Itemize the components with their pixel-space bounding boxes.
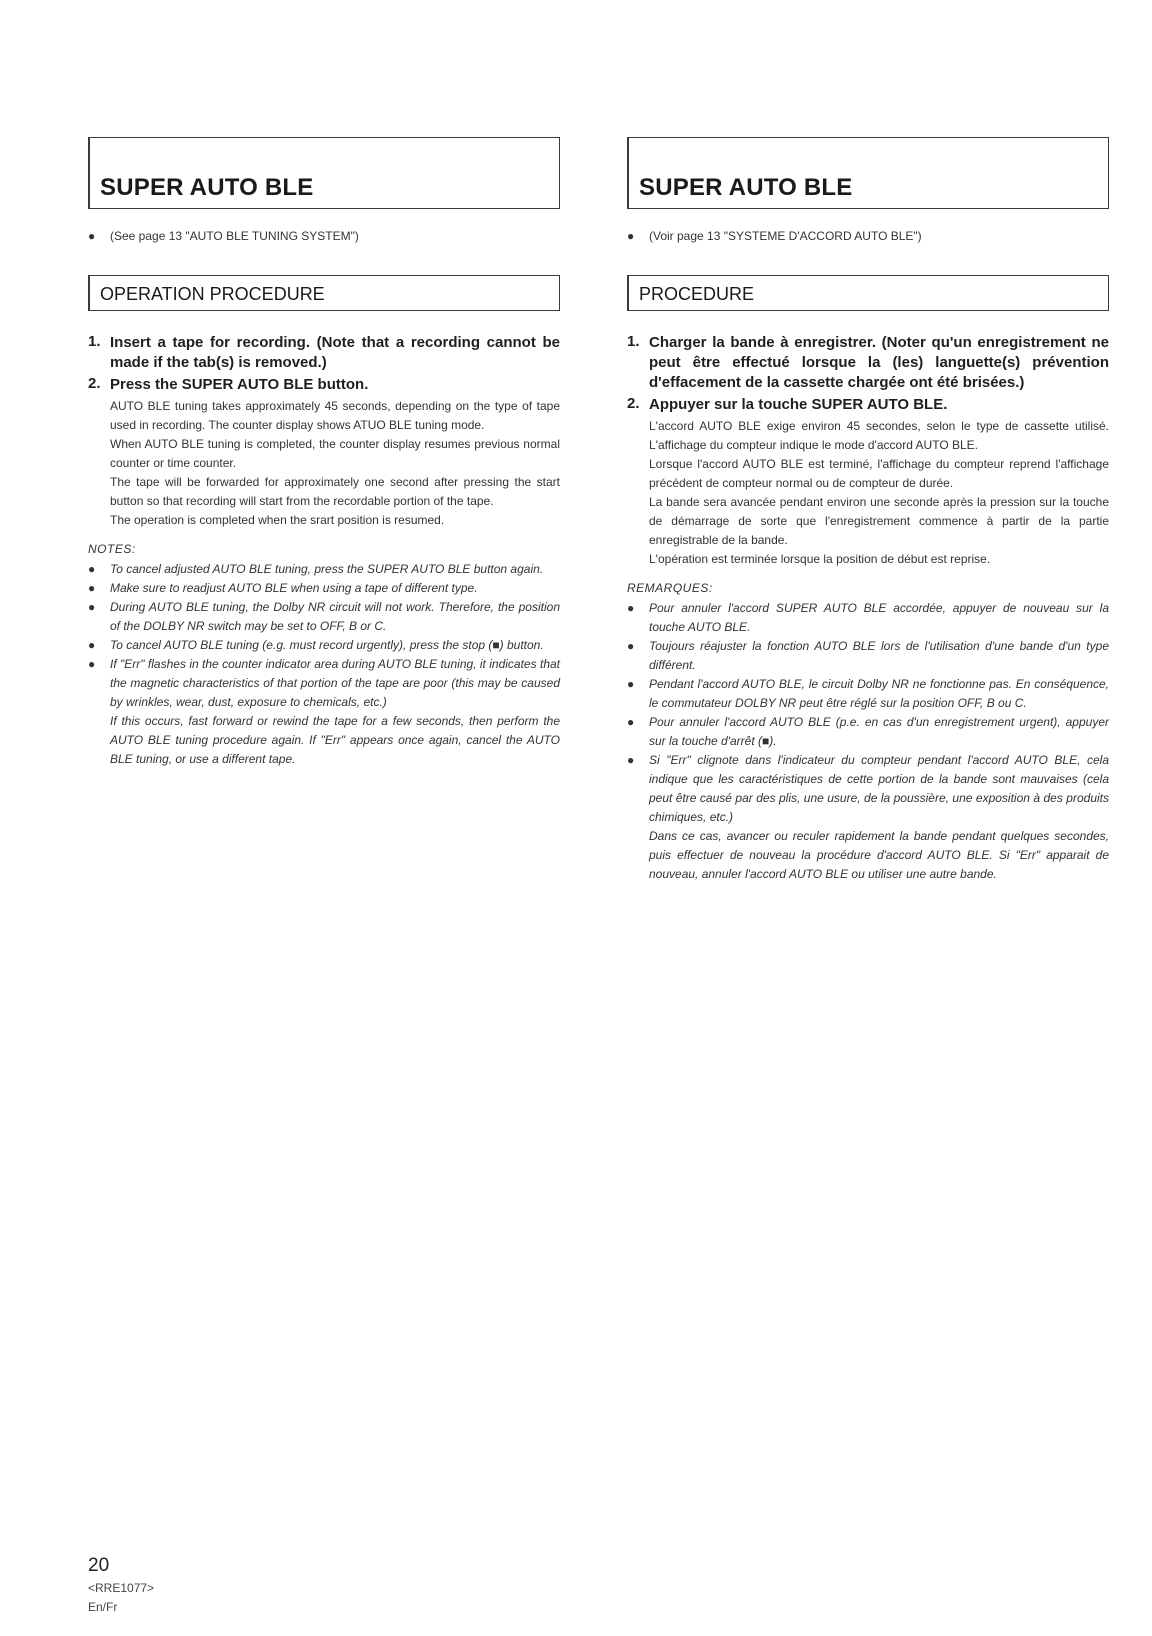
note-item	[627, 637, 1109, 675]
note-item	[88, 636, 560, 655]
english-column	[88, 137, 560, 769]
note-text: Toujours réajuster la fonction AUTO BLE lors de l'utilisation d'une bande d'un type différent.	[649, 639, 1109, 672]
step-paragraph: La bande sera avancée pendant environ une seconde après la pression sur la touche de démarrage de sorte que l'enregistrement commence à partir de la partie enregistrable de la bande.	[649, 495, 1109, 547]
bullet-icon: ●	[627, 601, 635, 615]
french-column	[627, 137, 1109, 884]
note-text: If this occurs, fast forward or rewind the tape for a few seconds, then perform the AUTO BLE tuning procedure again. If "Err" appears once again, cancel the AUTO BLE tuning, or use a different tape.	[110, 714, 560, 766]
see-reference-text: (Voir page 13 "SYSTEME D'ACCORD AUTO BLE")	[649, 229, 922, 243]
step-heading: Press the SUPER AUTO BLE button.	[110, 376, 369, 393]
step-paragraph: L'opération est terminée lorsque la position de début est reprise.	[649, 552, 991, 566]
notes-list	[88, 560, 560, 769]
step-heading: Appuyer sur la touche SUPER AUTO BLE.	[649, 396, 948, 413]
bullet-icon: ●	[627, 229, 635, 243]
step-number: 2.	[627, 395, 640, 412]
notes-title: REMARQUES:	[627, 581, 713, 595]
bullet-icon: ●	[627, 677, 635, 691]
notes-list	[627, 599, 1109, 884]
note-text: If "Err" flashes in the counter indicator area during AUTO BLE tuning, it indicates that the magnetic characteristics of that portion of the tape are poor (this may be caused by wrinkles, wear, dust, exposure to chemicals, etc.)	[110, 657, 560, 709]
step-heading: Insert a tape for recording. (Note that a recording cannot be made if the tab(s) is removed.)	[110, 334, 560, 371]
note-text: Pendant l'accord AUTO BLE, le circuit Dolby NR ne fonctionne pas. En conséquence, le commutateur DOLBY NR peut être réglé sur la position OFF, B ou C.	[649, 677, 1109, 710]
note-item	[627, 599, 1109, 637]
bullet-icon: ●	[88, 600, 96, 614]
step-number: 1.	[627, 333, 640, 350]
step-1	[627, 333, 1109, 393]
step-2	[88, 375, 560, 395]
step-paragraph: When AUTO BLE tuning is completed, the counter display resumes previous normal counter or time counter.	[110, 437, 560, 470]
bullet-icon: ●	[88, 657, 96, 671]
document-code: <RRE1077>	[88, 1581, 155, 1595]
bullet-icon: ●	[88, 638, 96, 652]
step-1	[88, 333, 560, 373]
note-item	[627, 751, 1109, 884]
see-reference	[88, 229, 560, 243]
note-text: Pour annuler l'accord SUPER AUTO BLE accordée, appuyer de nouveau sur la touche AUTO BLE.	[649, 601, 1109, 634]
section-box	[627, 275, 1109, 311]
page-title: SUPER AUTO BLE	[639, 174, 853, 201]
step-number: 1.	[88, 333, 101, 350]
language-code: En/Fr	[88, 1600, 118, 1614]
step-paragraph: L'accord AUTO BLE exige environ 45 secondes, selon le type de cassette utilisé. L'affichage du compteur indique le mode d'accord AUTO BLE.	[649, 419, 1109, 452]
step-number: 2.	[88, 375, 101, 392]
note-text: Si "Err" clignote dans l'indicateur du compteur pendant l'accord AUTO BLE, cela indique que les caractéristiques de cette portion de la bande sont mauvaises (cela peut être causé par des plis, une usure, de la poussière, une exposition à des produits chimiques, etc.)	[649, 753, 1109, 824]
step-2-body	[649, 417, 1109, 569]
title-box	[88, 137, 560, 209]
note-text: Pour annuler l'accord AUTO BLE (p.e. en cas d'un enregistrement urgent), appuyer sur la touche d'arrêt (■).	[649, 715, 1109, 748]
step-2	[627, 395, 1109, 415]
note-item	[627, 675, 1109, 713]
step-paragraph: The tape will be forwarded for approximately one second after pressing the start button so that recording will start from the recordable portion of the tape.	[110, 475, 560, 508]
section-title: PROCEDURE	[639, 284, 755, 304]
bullet-icon: ●	[88, 562, 96, 576]
section-title: OPERATION PROCEDURE	[100, 284, 325, 304]
bullet-icon: ●	[627, 715, 635, 729]
note-item	[88, 579, 560, 598]
step-paragraph: The operation is completed when the srart position is resumed.	[110, 513, 445, 527]
note-item	[88, 655, 560, 769]
see-reference	[627, 229, 1109, 243]
step-paragraph: Lorsque l'accord AUTO BLE est terminé, l'affichage du compteur reprend l'affichage précédent de compteur normal ou de compteur de durée.	[649, 457, 1109, 490]
bullet-icon: ●	[627, 639, 635, 653]
steps-list	[627, 333, 1109, 569]
notes-title: NOTES:	[88, 542, 136, 556]
note-text: To cancel AUTO BLE tuning (e.g. must record urgently), press the stop (■) button.	[110, 638, 544, 652]
see-reference-text: (See page 13 "AUTO BLE TUNING SYSTEM")	[110, 229, 359, 243]
steps-list	[88, 333, 560, 530]
page-title: SUPER AUTO BLE	[100, 174, 314, 201]
page-number: 20	[88, 1555, 110, 1576]
title-box	[627, 137, 1109, 209]
bullet-icon: ●	[627, 753, 635, 767]
step-2-body	[110, 397, 560, 530]
note-item	[88, 560, 560, 579]
bullet-icon: ●	[88, 229, 96, 243]
note-text: To cancel adjusted AUTO BLE tuning, press the SUPER AUTO BLE button again.	[110, 562, 544, 576]
note-text: Make sure to readjust AUTO BLE when using a tape of different type.	[110, 581, 478, 595]
bullet-icon: ●	[88, 581, 96, 595]
step-heading: Charger la bande à enregistrer. (Noter qu'un enregistrement ne peut être effectué lorsque la (les) languette(s) prévention d'effacement de la cassette chargée ont été brisées.)	[649, 334, 1109, 391]
note-text: During AUTO BLE tuning, the Dolby NR circuit will not work. Therefore, the position of the DOLBY NR switch may be set to OFF, B or C.	[110, 600, 560, 633]
page-footer	[88, 1553, 154, 1617]
note-item	[627, 713, 1109, 751]
note-text: Dans ce cas, avancer ou reculer rapidement la bande pendant quelques secondes, puis effectuer de nouveau la procédure d'accord AUTO BLE. Si "Err" apparait de nouveau, annuler l'accord AUTO BLE ou utiliser une autre bande.	[649, 829, 1109, 881]
step-paragraph: AUTO BLE tuning takes approximately 45 seconds, depending on the type of tape used in recording. The counter display shows ATUO BLE tuning mode.	[110, 399, 560, 432]
section-box	[88, 275, 560, 311]
note-item	[88, 598, 560, 636]
